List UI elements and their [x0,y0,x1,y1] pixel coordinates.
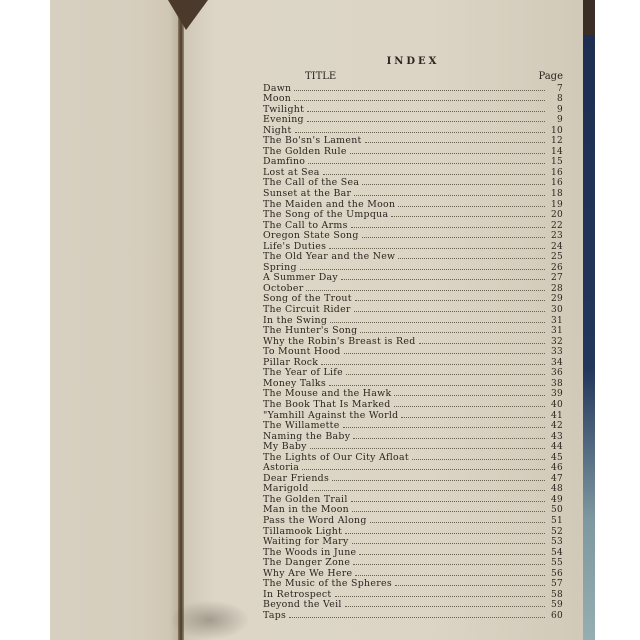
entry-title: The Call to Arms [263,219,348,231]
entry-page-number: 48 [550,484,563,495]
dot-leader [321,364,545,365]
entry-page-number: 39 [550,389,563,400]
entry-page-number: 53 [550,537,563,548]
entry-title: The Old Year and the New [263,251,396,263]
right-page [183,0,583,640]
dot-leader [370,522,545,523]
entry-title: Pillar Rock [263,356,319,368]
index-entry [263,241,563,252]
entry-page-number: 26 [550,262,563,273]
entry-title: The Bo'sn's Lament [263,135,362,147]
dot-leader [330,322,545,323]
entry-title: The Willamette [263,420,340,432]
entry-page-number: 30 [550,305,563,316]
index-entry [263,252,563,263]
index-entry [263,389,563,400]
entry-title: The Golden Rule [263,145,347,157]
entry-page-number: 14 [550,146,563,157]
entry-title: In Retrospect [263,588,332,600]
index-entry [263,610,563,621]
entry-title: A Summer Day [263,272,339,284]
index-entry [263,600,563,611]
index-entry [263,157,563,168]
index-entry [263,283,563,294]
entry-page-number: 45 [550,452,563,463]
entry-title: Twilight [263,103,305,115]
entry-page-number: 9 [556,104,563,115]
entry-page-number: 55 [550,558,563,569]
index-entry [263,357,563,368]
index-entry [263,378,563,389]
index-entry [263,589,563,600]
index-entry [263,136,563,147]
entry-title: Night [263,124,292,136]
index-entry [263,494,563,505]
index-entry [263,326,563,337]
index-entry [263,315,563,326]
dot-leader [323,174,545,175]
index-entry [263,104,563,115]
dot-leader [359,554,545,555]
index-entry [263,473,563,484]
dot-leader [350,153,545,154]
dot-leader [355,300,545,301]
entry-page-number: 16 [550,167,563,178]
book-photo [50,0,595,640]
index-entry [263,146,563,157]
entry-title: Beyond the Veil [263,599,342,611]
entry-title: Why Are We Here [263,567,353,579]
index-entry [263,188,563,199]
entry-title: Song of the Trout [263,293,352,305]
dot-leader [343,427,545,428]
entry-page-number: 12 [550,136,563,147]
entry-title: The Maiden and the Moon [263,198,396,210]
dot-leader [352,543,545,544]
entry-page-number: 8 [556,94,563,105]
index-entry [263,421,563,432]
dot-leader [345,606,545,607]
entry-page-number: 19 [550,199,563,210]
entry-title: The Circuit Rider [263,304,351,316]
entry-page-number: 43 [550,431,563,442]
entry-title: Damfino [263,156,306,168]
entry-title: Waiting for Mary [263,536,349,548]
dot-leader [360,332,545,333]
index-entry [263,410,563,421]
entry-title: Spring [263,261,297,273]
index-entry [263,167,563,178]
entry-title: Oregon State Song [263,230,359,242]
entry-title: Man in the Moon [263,504,349,516]
dot-leader [345,533,545,534]
entry-page-number: 50 [550,505,563,516]
dot-leader [344,353,545,354]
index-entry [263,347,563,358]
entry-title: Evening [263,114,304,126]
entry-page-number: 23 [550,231,563,242]
left-page [50,0,180,640]
entry-title: The Song of the Umpqua [263,209,389,221]
entry-title: The Danger Zone [263,557,351,569]
dot-leader [295,132,545,133]
entry-page-number: 54 [550,547,563,558]
index-heading: INDEX [386,56,440,67]
entry-page-number: 16 [550,178,563,189]
index-entry [263,336,563,347]
dot-leader [394,406,545,407]
entry-page-number: 27 [550,273,563,284]
entry-page-number: 34 [550,357,563,368]
dot-leader [329,385,545,386]
entry-page-number: 38 [550,378,563,389]
dot-leader [401,417,545,418]
entry-title: Tillamook Light [263,525,343,537]
dot-leader [362,237,545,238]
index-entry [263,579,563,590]
entry-title: The Hunter's Song [263,325,358,337]
entry-title: Taps [263,609,287,621]
index-entry [263,125,563,136]
entry-title: Lost at Sea [263,166,320,178]
entry-title: The Year of Life [263,367,343,379]
entry-title: In the Swing [263,314,328,326]
entry-title: The Mouse and the Hawk [263,388,392,400]
dot-leader [398,258,545,259]
index-entry [263,399,563,410]
dot-leader [346,374,545,375]
entry-page-number: 28 [550,283,563,294]
column-page-header: Page [538,71,563,82]
index-entry [263,231,563,242]
dot-leader [353,564,545,565]
hand-shadow [170,600,250,640]
dot-leader [354,311,545,312]
index-entry [263,83,563,94]
entry-page-number: 31 [550,315,563,326]
entry-page-number: 9 [556,115,563,126]
entry-page-number: 44 [550,442,563,453]
dot-leader [394,395,545,396]
entry-title: Naming the Baby [263,430,351,442]
entry-page-number: 46 [550,463,563,474]
entry-title: Money Talks [263,377,327,389]
dot-leader [365,142,545,143]
entry-page-number: 10 [550,125,563,136]
dot-leader [300,269,545,270]
entry-page-number: 18 [550,189,563,200]
index-entry [263,94,563,105]
entry-page-number: 42 [550,421,563,432]
dot-leader [307,121,545,122]
index-entry [263,431,563,442]
index-column-headers [263,71,563,82]
dot-leader [351,501,545,502]
index-entry [263,515,563,526]
index-entry [263,368,563,379]
entry-title: Moon [263,93,292,105]
entry-title: Astoria [263,462,300,474]
index-entry [263,442,563,453]
entry-title: Pass the Word Along [263,514,367,526]
dot-leader [302,469,545,470]
dot-leader [398,206,545,207]
entry-title: My Baby [263,441,307,453]
dot-leader [352,511,545,512]
index-entry [263,547,563,558]
index-entry [263,178,563,189]
dot-leader [308,163,545,164]
dot-leader [354,195,545,196]
dot-leader [362,184,545,185]
entry-title: Dear Friends [263,472,330,484]
dot-leader [294,100,545,101]
entry-title: The Call of the Sea [263,177,360,189]
book-gutter [178,0,184,640]
entry-page-number: 60 [550,610,563,621]
index-entry [263,273,563,284]
entry-title: Dawn [263,82,292,94]
entry-page-number: 41 [550,410,563,421]
index-entry [263,526,563,537]
index-entry [263,262,563,273]
index-entry [263,199,563,210]
entry-page-number: 24 [550,241,563,252]
entry-page-number: 47 [550,473,563,484]
index-entry [263,505,563,516]
entry-page-number: 59 [550,600,563,611]
entry-title: "Yamhill Against the World [263,409,399,421]
entry-page-number: 52 [550,526,563,537]
index-entry [263,484,563,495]
dot-leader [391,216,545,217]
entry-title: Why the Robin's Breast is Red [263,335,416,347]
dot-leader [294,90,545,91]
entry-page-number: 56 [550,568,563,579]
entry-page-number: 49 [550,494,563,505]
dot-leader [395,585,545,586]
dot-leader [341,279,545,280]
dot-leader [307,111,545,112]
index-entry [263,452,563,463]
entry-title: The Lights of Our City Afloat [263,451,409,463]
entry-page-number: 57 [550,579,563,590]
entry-page-number: 36 [550,368,563,379]
index-entry [263,558,563,569]
dot-leader [412,459,545,460]
dot-leader [332,480,545,481]
entry-page-number: 29 [550,294,563,305]
dot-leader [355,575,545,576]
column-title-header: TITLE [305,71,337,82]
index-entry [263,220,563,231]
entry-page-number: 25 [550,252,563,263]
index-entry [263,463,563,474]
dot-leader [353,438,545,439]
index-section [263,56,563,621]
entry-page-number: 58 [550,589,563,600]
entry-title: The Woods in June [263,546,357,558]
entry-title: Marigold [263,483,309,495]
entry-title: Life's Duties [263,240,327,252]
entry-page-number: 40 [550,399,563,410]
entry-page-number: 33 [550,347,563,358]
dot-leader [306,290,545,291]
entry-title: Sunset at the Bar [263,188,352,200]
entry-page-number: 51 [550,515,563,526]
index-entry [263,537,563,548]
dot-leader [419,343,545,344]
entry-title: October [263,282,304,294]
entry-page-number: 22 [550,220,563,231]
entry-title: The Book That Is Marked [263,398,391,410]
dot-leader [289,617,545,618]
index-entry [263,304,563,315]
index-entries-list [263,83,563,621]
dot-leader [310,448,545,449]
entry-page-number: 32 [550,336,563,347]
entry-page-number: 7 [556,83,563,94]
entry-page-number: 20 [550,210,563,221]
index-entry [263,568,563,579]
entry-page-number: 15 [550,157,563,168]
entry-title: The Music of the Spheres [263,578,392,590]
index-entry [263,210,563,221]
entry-title: The Golden Trail [263,493,348,505]
entry-page-number: 31 [550,326,563,337]
index-entry [263,294,563,305]
dot-leader [335,596,546,597]
dot-leader [351,227,545,228]
dot-leader [329,248,545,249]
dot-leader [312,490,545,491]
entry-title: To Mount Hood [263,346,341,358]
index-entry [263,115,563,126]
